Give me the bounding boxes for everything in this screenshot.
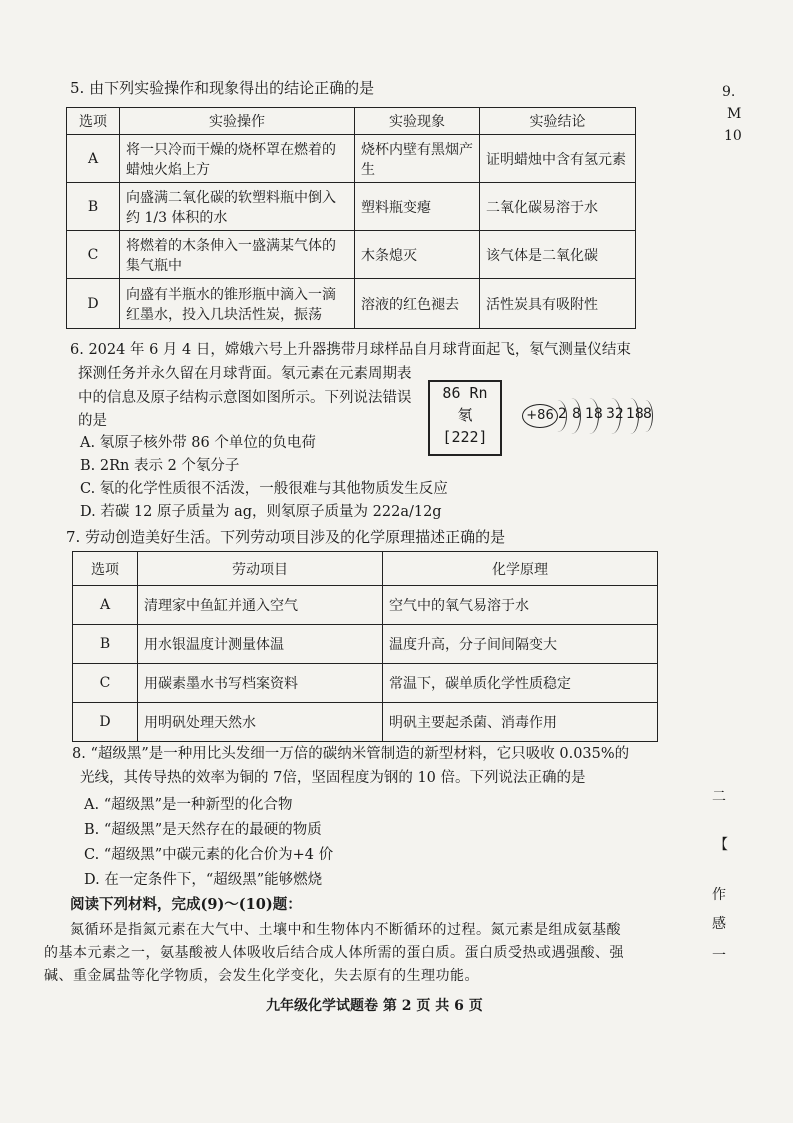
q7-item: 清理家中鱼缸并通入空气 [138,586,383,625]
reading-line-1: 氮循环是指氮元素在大气中、土壤中和生物体内不断循环的过程。氮元素是组成氨基酸 [70,922,621,938]
element-mass: [222] [442,428,488,446]
q6-line-3: 中的信息及原子结构示意图如图所示。下列说法错误 [78,390,412,406]
table-row [67,135,636,183]
q5-operation: 向盛有半瓶水的锥形瓶中滴入一滴 红墨水，投入几块活性炭，振荡 [120,279,355,329]
q7-option: A [73,586,138,625]
shell-electrons: 18 [626,406,644,422]
shell-electrons: 32 [606,406,624,422]
q5-table [66,107,636,329]
q6-line-1: 6. 2024 年 6 月 4 日，嫦娥六号上升器携带月球样品自月球背面起飞，氡气测量仪结束 [70,342,631,358]
q5-option: B [67,183,120,231]
q8-option-c: C. “超级黑”中碳元素的化合价为+4 价 [84,847,334,863]
q5-phenomenon: 溶液的红色褪去 [355,279,480,329]
q7-header-row [73,552,658,586]
edge-text: 9. [722,84,736,100]
q7-option: C [73,664,138,703]
edge-text: 感 [712,916,726,932]
shell-electrons: 8 [572,406,581,422]
q6-option-b: B. 2Rn 表示 2 个氡分子 [80,458,240,474]
q6-line-2: 探测任务并永久留在月球背面。氡元素在元素周期表 [78,366,412,382]
edge-text: 【 [714,837,728,853]
edge-text: 10 [724,128,742,144]
table-row [67,279,636,329]
q5-option: D [67,279,120,329]
q7-principle: 空气中的氧气易溶于水 [383,586,658,625]
q8-line-2: 光线，其传导热的效率为铜的 7倍，坚固程度为钢的 10 倍。下列说法正确的是 [80,770,586,786]
element-name: 氡 [457,406,473,424]
q5-option: A [67,135,120,183]
q5-conclusion: 活性炭具有吸附性 [480,279,636,329]
q7-item: 用水银温度计测量体温 [138,625,383,664]
edge-text: 二 [712,789,726,805]
q5-conclusion: 证明蜡烛中含有氢元素 [480,135,636,183]
q5-header-operation: 实验操作 [120,108,355,135]
shell-electrons: 18 [585,406,603,422]
q5-header-conclusion: 实验结论 [480,108,636,135]
q5-header-option: 选项 [67,108,120,135]
q8-option-a: A. “超级黑”是一种新型的化合物 [84,797,293,813]
q6-line-4: 的是 [78,413,107,429]
table-row [73,586,658,625]
q7-principle: 明矾主要起杀菌、消毒作用 [383,703,658,742]
q6-option-a: A. 氡原子核外带 86 个单位的负电荷 [80,435,316,451]
edge-text: M [727,106,742,122]
q5-title: 5. 由下列实验操作和现象得出的结论正确的是 [70,79,375,97]
q7-option: D [73,703,138,742]
q5-phenomenon: 木条熄灭 [355,231,480,279]
q7-option: B [73,625,138,664]
element-card [428,380,502,456]
shell-electrons: 2 [558,406,567,422]
table-row [73,664,658,703]
q5-conclusion: 二氧化碳易溶于水 [480,183,636,231]
q5-phenomenon: 塑料瓶变瘪 [355,183,480,231]
q5-phenomenon: 烧杯内壁有黑烟产 生 [355,135,480,183]
q5-option: C [67,231,120,279]
q7-header-option: 选项 [73,552,138,586]
q8-option-d: D. 在一定条件下，“超级黑”能够燃烧 [84,872,323,888]
q5-header-row [67,108,636,135]
q5-conclusion: 该气体是二氧化碳 [480,231,636,279]
reading-line-2: 的基本元素之一，氨基酸被人体吸收后结合成人体所需的蛋白质。蛋白质受热或遇强酸、强 [44,945,624,961]
q8-line-1: 8. “超级黑”是一种用比头发细一万倍的碳纳米管制造的新型材料，它只吸收 0.035%的 [72,746,630,762]
page-footer: 九年级化学试题卷 第 2 页 共 6 页 [266,998,483,1014]
q7-table [72,551,658,742]
q5-operation: 将一只冷而干燥的烧杯罩在燃着的 蜡烛火焰上方 [120,135,355,183]
q6-option-d: D. 若碳 12 原子质量为 ag，则氡原子质量为 222a/12g [80,504,442,520]
element-number-symbol: 86 Rn [442,384,488,402]
edge-text: 一 [712,948,726,964]
q7-item: 用明矾处理天然水 [138,703,383,742]
reading-heading: 阅读下列材料，完成(9)～(10)题： [70,896,302,913]
table-row [67,183,636,231]
table-row [73,703,658,742]
q5-operation: 将燃着的木条伸入一盛满某气体的 集气瓶中 [120,231,355,279]
q7-header-principle: 化学原理 [383,552,658,586]
q7-principle: 温度升高，分子间间隔变大 [383,625,658,664]
reading-line-3: 碱、重金属盐等化学物质，会发生化学变化，失去原有的生理功能。 [44,968,479,984]
q5-header-phenomenon: 实验现象 [355,108,480,135]
q7-header-item: 劳动项目 [138,552,383,586]
edge-text: 作 [712,887,726,903]
q6-option-c: C. 氡的化学性质很不活泼，一般很难与其他物质发生反应 [80,481,448,497]
q5-operation: 向盛满二氧化碳的软塑料瓶中倒入 约 1/3 体积的水 [120,183,355,231]
q7-principle: 常温下，碳单质化学性质稳定 [383,664,658,703]
atom-structure-diagram [522,398,650,434]
shell-electrons: 8 [643,406,652,422]
table-row [73,625,658,664]
q7-item: 用碳素墨水书写档案资料 [138,664,383,703]
q8-option-b: B. “超级黑”是天然存在的最硬的物质 [84,822,322,838]
atom-nucleus: +86 [522,404,558,428]
table-row [67,231,636,279]
q7-title: 7. 劳动创造美好生活。下列劳动项目涉及的化学原理描述正确的是 [66,528,506,546]
